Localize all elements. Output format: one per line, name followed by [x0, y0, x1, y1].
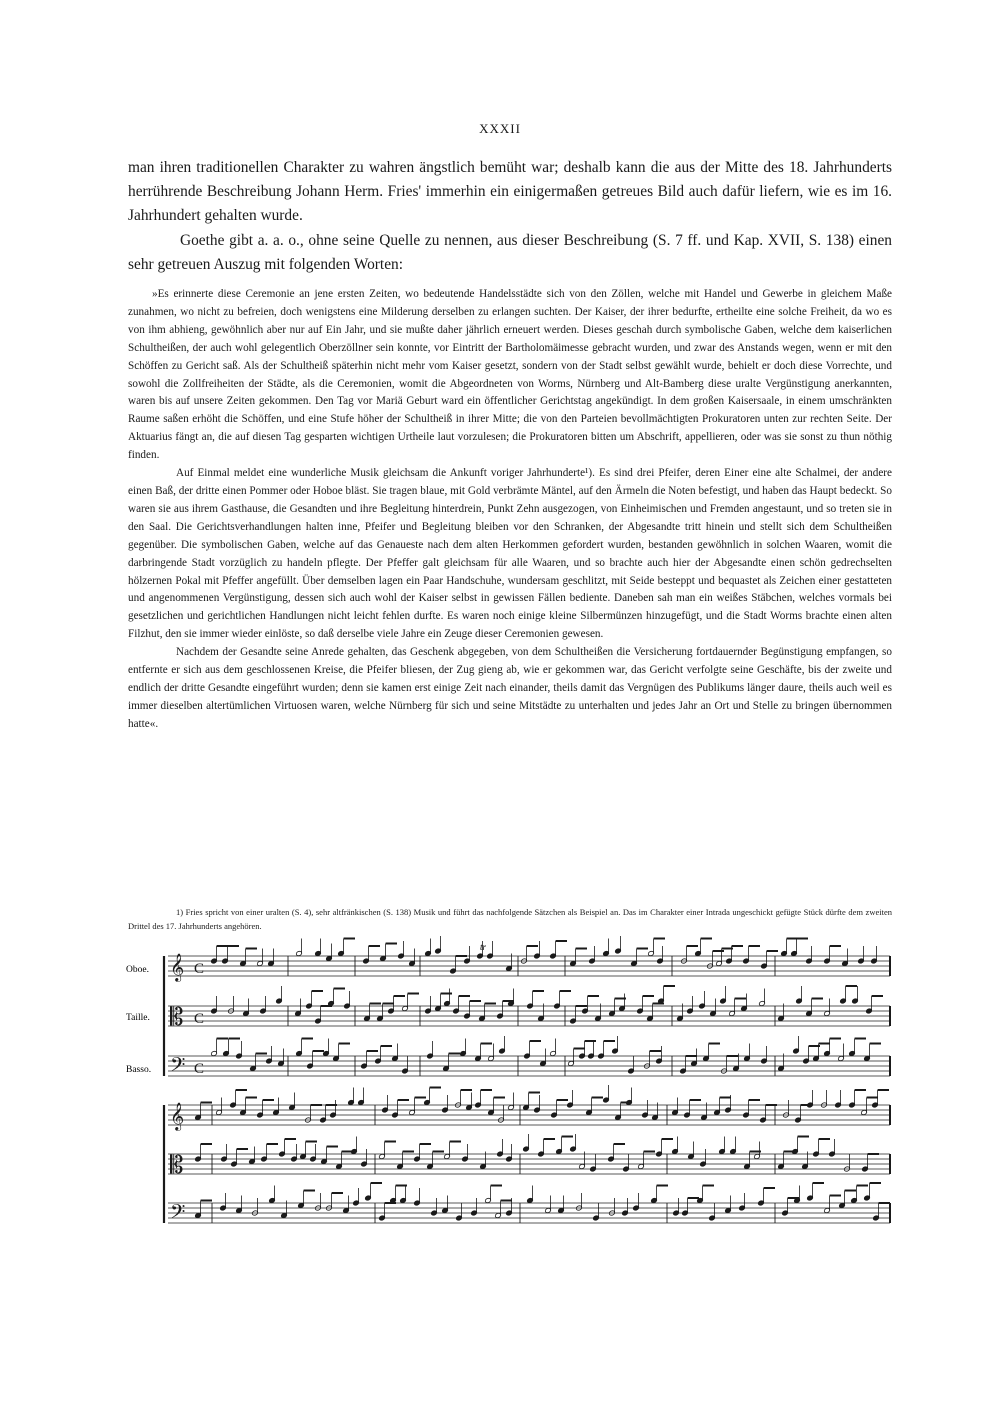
time-signature-icon: C	[194, 1011, 205, 1027]
clef-icon: 𝄡	[170, 1005, 184, 1031]
clef-icon: 𝄞	[170, 1104, 185, 1130]
quote-paragraph: Nachdem der Gesandte seine Anrede gehalten, das Geschenk abgegeben, von dem Schultheißen die Versicherung fortdauernder Begünstigung empfangen, so entfernte er sich aus dem geschlossenen Kreise, die Pfeifer bliesen, der Zug gieng ab, wie er gekommen war, das Gericht verfolgte seine Geschäfte, bis der zweite und endlich der dritte Gesandte eingeführt wurden; denn sie kamen erst einige Zeit nach einander, theils damit das Vergnügen des Publikums länger daure, theils auch weil es immer dieselben altertümlichen Virtuosen waren, welche Nürnberg für sich und seine Mitstädte zu unterhalten und jedes Jahr an Ort und Stelle zu bringen übernommen hatte«.	[128, 646, 892, 730]
quote-paragraph: »Es erinnerte diese Ceremonie an jene ersten Zeiten, wo bedeutende Handelsstädte sich von den Zöllen, welche mit Handel und Gewerbe in gleichem Maße zunahmen, wo nicht zu befreien, doch wenigstens eine Milderung derselben zu erlangen suchten. Der Kaiser, der ihrer bedurfte, ertheilte eine solche Freiheit, da wo es von ihm abhieng, gewöhnlich aber nur auf Ein Jahr, und sie mußte daher jährlich erneuert werden. Dieses geschah durch symbolische Gaben, welche dem kaiserlichen Schultheißen, der auch wohl gelegentlich Oberzöllner sein konnte, vor Eintritt der Bartholomäimesse gebracht wurden, und zwar des Anstands wegen, wenn er mit den Schöffen zu Gericht saß. Als der Schultheiß späterhin nicht mehr vom Kaiser gesetzt, sondern von der Stadt selbst gewählt wurde, behielt er doch diese Vorrechte, und sowohl die Zollfreiheiten der Städte, als die Ceremonien, womit die Abgeordneten von Worms, Nürnberg und Alt-Bamberg diese uralte Vergünstigung anerkannten, waren bis auf unsere Zeiten gekommen. Den Tag vor Mariä Geburt ward ein öffentlicher Gerichtstag angekündigt. In dem großen Kaisersaale, in einem umschränkten Raume saßen erhöht die Schöffen, und eine Stufe höher der Schultheiß in ihrer Mitte; die von den Parteien bevollmächtigten Prokuratoren unten zur rechten Seite. Der Aktuarius fängt an, die auf diesen Tag gesparten wichtigen Urtheile laut vorzulesen; die Prokuratoren bitten um Abschrift, appellieren, oder was sie sonst zu thun nöthig finden.	[128, 288, 892, 462]
instrument-label-oboe: Oboe.	[126, 965, 149, 975]
instrument-label-taille: Taille.	[126, 1013, 150, 1023]
clef-icon: 𝄢	[170, 1055, 186, 1081]
instrument-label-basso: Basso.	[126, 1065, 152, 1075]
footnote-text: 1) Fries spricht von einer uralten (S. 4), sehr altfränkischen (S. 138) Musik und führt das nachfolgende Sätzchen als Beispiel an. Das im Charakter einer Intrada ungeschickt gefügte Stück dürfte dem zweiten Drittel des 17. Jahrhunderts angehören.	[128, 907, 892, 931]
time-signature-icon: C	[194, 961, 205, 977]
score-notation	[164, 936, 890, 1228]
time-signature-icon: C	[194, 1061, 205, 1077]
page-number: XXXII	[479, 121, 521, 136]
quote-paragraph: Auf Einmal meldet eine wunderliche Musik gleichsam die Ankunft voriger Jahrhunderte¹). Es sind drei Pfeifer, deren Einer eine alte Schalmei, der andere einen Baß, der dritte einen Pommer oder Hoboe bläst. Sie tragen blaue, mit Gold verbrämte Mäntel, auf den Ärmeln die Noten befestigt, und haben das Haupt bedeckt. So waren sie aus ihrem Gasthause, die Gesandten und ihre Begleitung hinterdrein, Punkt Zehn ausgezogen, von Einheimischen und Fremden angestaunt, und so treten sie in den Saal. Die Gerichtsverhandlungen halten inne, Pfeifer und Begleitung bleiben vor den Schranken, der Abgesandte tritt hinein und stellt sich dem Schultheißen gegenüber. Die symbolischen Gaben, welche auf das Genaueste nach dem alten Herkommen gefordert wurden, bestanden gewöhnlich in solchen Waaren, womit die darbringende Stadt vorzüglich zu handeln pflegte. Der Pfeffer galt gleichsam für alle Waaren, und so brachte auch hier der Abgesandte einen schön gedrechselten hölzernen Pokal mit Pfeffer angefüllt. Über demselben lagen ein Paar Handschuhe, wundersam geschlitzt, mit Seide besteppt und bequastet als Zeichen einer gestatteten und angenommenen Vergünstigung, dessen sich auch wohl der Kaiser selbst in gewissen Fällen bediente. Daneben sah man ein weißes Stäbchen, welches vormals bei gesetzlichen und gerichtlichen Handlungen nicht leicht fehlen durfte. Es waren noch einige kleine Silbermünzen hinzugefügt, und die Stadt Worms brachte einen alten Filzhut, den sie immer wieder einlöste, so daß derselbe viele Jahre ein Zeuge dieser Ceremonien gewesen.	[128, 467, 892, 641]
paragraph: man ihren traditionellen Charakter zu wahren ängstlich bemüht war; deshalb kann die aus der Mitte des 18. Jahrhunderts herrührende Beschreibung Johann Herm. Fries' immerhin ein einigermaßen getreues Bild auch dafür liefern, wie es im 16. Jahrhundert gehalten wurde.	[128, 159, 892, 225]
paragraph: Goethe gibt a. a. o., ohne seine Quelle zu nennen, aus dieser Beschreibung (S. 7 ff. und Kap. XVII, S. 138) einen sehr getreuen Auszug mit folgenden Worten:	[128, 231, 892, 273]
clef-icon: 𝄢	[170, 1202, 186, 1228]
clef-icon: 𝄡	[170, 1153, 184, 1179]
clef-icon: 𝄞	[170, 955, 185, 981]
trill-mark: tr	[480, 942, 487, 952]
